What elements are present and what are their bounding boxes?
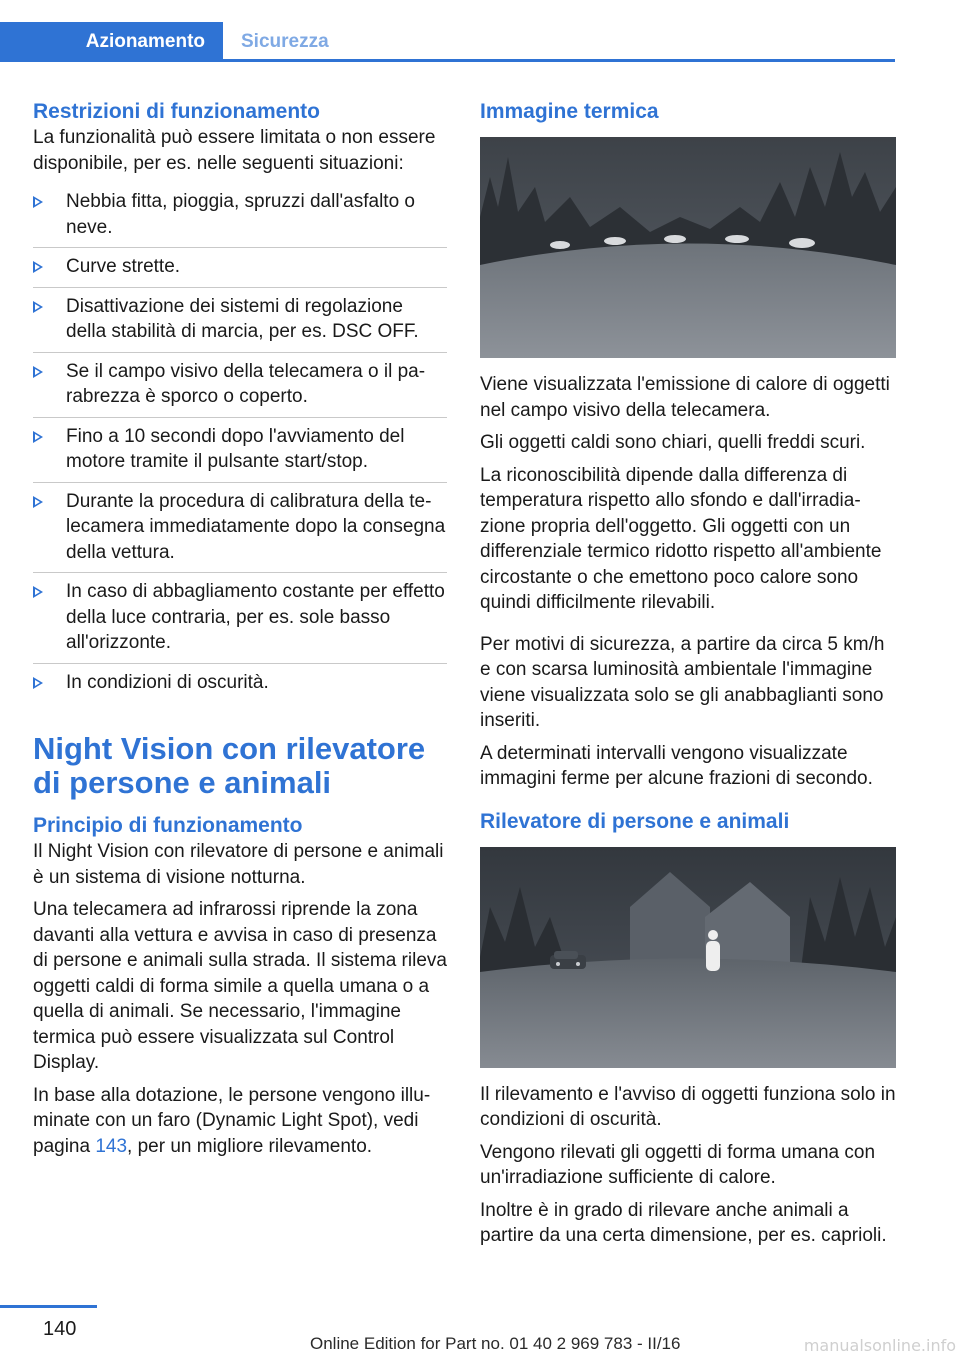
list-item-text: In caso di abbagliamento costante per effetto della luce contraria, per es. sole basso all'orizzonte.: [66, 581, 445, 653]
restrictions-heading: Restrizioni di funzionamento: [33, 100, 320, 123]
detector-heading: Rilevatore di persone e animali: [480, 809, 790, 833]
bullet-triangle-icon: [33, 496, 43, 508]
restrictions-intro: La funzionalità può essere limitata o non essere disponibile, per es. nelle seguenti situazioni:: [33, 127, 436, 174]
list-item: [33, 418, 447, 483]
list-item: [33, 248, 447, 288]
list-item-text: Fino a 10 secondi dopo l'avviamento del motore tramite il pulsante start/stop.: [66, 425, 405, 472]
principle-text-before-link: In base alla dotazione, le persone vengono illuminate con un faro (Dynamic Light Spot), vedi pagina: [33, 1084, 431, 1157]
header-rule: [0, 59, 895, 62]
list-item-text: Nebbia fitta, pioggia, spruzzi dall'asfalto o neve.: [66, 191, 415, 238]
person-detection-photo: [480, 847, 896, 1068]
bullet-triangle-icon: [33, 301, 43, 313]
page-reference-link[interactable]: 143: [95, 1135, 128, 1157]
tab-azionamento[interactable]: Azionamento: [0, 22, 223, 62]
principle-paragraph-3: [33, 1083, 447, 1160]
bullet-triangle-icon: [33, 366, 43, 378]
principle-heading: Principio di funzionamento: [33, 814, 303, 837]
list-item: [33, 353, 447, 418]
restrictions-list: [33, 183, 447, 702]
list-item-text: Disattivazione dei sistemi di regolazione della stabilità di marcia, per es. DSC OFF.: [66, 295, 419, 342]
list-item-text: Curve strette.: [66, 256, 181, 277]
principle-paragraph-2: Una telecamera ad infrarossi riprende la zona davanti alla vettura e avvisa in caso di presenza di persone e animali sulla strada. Il sistema rileva oggetti caldi di forma simile a quella umana o a quella di animali. Se necessario, l'immagine termica può essere visualizzata sul Control Display.: [33, 899, 447, 1073]
thermal-paragraph-4: Per motivi di sicurezza, a partire da circa 5 km/h e con scarsa luminosità ambientale l'immagine viene visualizzata solo se gli anabbaglianti sono inseriti.: [480, 633, 885, 731]
section-title: Night Vision con rilevatore di persone e animali: [33, 731, 426, 800]
detector-paragraph-1: Il rilevamento e l'avviso di oggetti funziona solo in condizioni di oscurità.: [480, 1083, 896, 1130]
list-item-text: Se il campo visivo della telecamera o il parabrezza è sporco o coperto.: [66, 360, 426, 407]
thermal-image-photo: [480, 137, 896, 358]
thermal-image-heading: Immagine termica: [480, 100, 659, 123]
list-item: [33, 573, 447, 664]
left-column: [33, 98, 447, 1166]
header-tabbar: [0, 22, 895, 62]
right-column: [480, 98, 896, 1256]
bullet-triangle-icon: [33, 261, 43, 273]
list-item-text: Durante la procedura di calibratura della telecamera immediatamente dopo la consegna della vettura.: [66, 490, 446, 563]
principle-text-after-link: , per un migliore rilevamento.: [127, 1135, 373, 1157]
thermal-paragraph-5: A determinati intervalli vengono visualizzate immagini ferme per alcune frazioni di secondo.: [480, 742, 873, 789]
footer-rule: [0, 1305, 97, 1308]
list-item: [33, 183, 447, 248]
thermal-paragraph-3: La riconoscibilità dipende dalla differenza di temperatura rispetto allo sfondo e dall'irradiazione propria dell'oggetto. Gli oggetti con un differenziale termico ridotto rispetto all'ambiente circostante o che emettono poco calore sono quindi difficilmente rilevabili.: [480, 464, 882, 613]
thermal-paragraph-2: Gli oggetti caldi sono chiari, quelli freddi scuri.: [480, 432, 866, 453]
list-item: [33, 483, 447, 574]
principle-paragraph-1: Il Night Vision con rilevatore di persone e animali è un sistema di visione notturna.: [33, 841, 444, 888]
edition-text: Online Edition for Part no. 01 40 2 969 783 - II/16: [310, 1334, 681, 1353]
page-number: 140: [43, 1318, 77, 1340]
detector-paragraph-3: Inoltre è in grado di rilevare anche animali a partire da una certa dimensione, per es. caprioli.: [480, 1199, 887, 1246]
tab-sicurezza[interactable]: Sicurezza: [241, 31, 329, 52]
bullet-triangle-icon: [33, 677, 43, 689]
bullet-triangle-icon: [33, 586, 43, 598]
watermark-text: manualsonline.info: [803, 1336, 956, 1355]
detector-paragraph-2: Vengono rilevati gli oggetti di forma umana con un'irradiazione sufficiente di calore.: [480, 1141, 876, 1188]
list-item: [33, 664, 447, 703]
thermal-paragraph-1: Viene visualizzata l'emissione di calore di oggetti nel campo visivo della telecamera.: [480, 374, 890, 421]
list-item: [33, 288, 447, 353]
bullet-triangle-icon: [33, 196, 43, 208]
list-item-text: In condizioni di oscurità.: [66, 671, 269, 693]
bullet-triangle-icon: [33, 431, 43, 443]
